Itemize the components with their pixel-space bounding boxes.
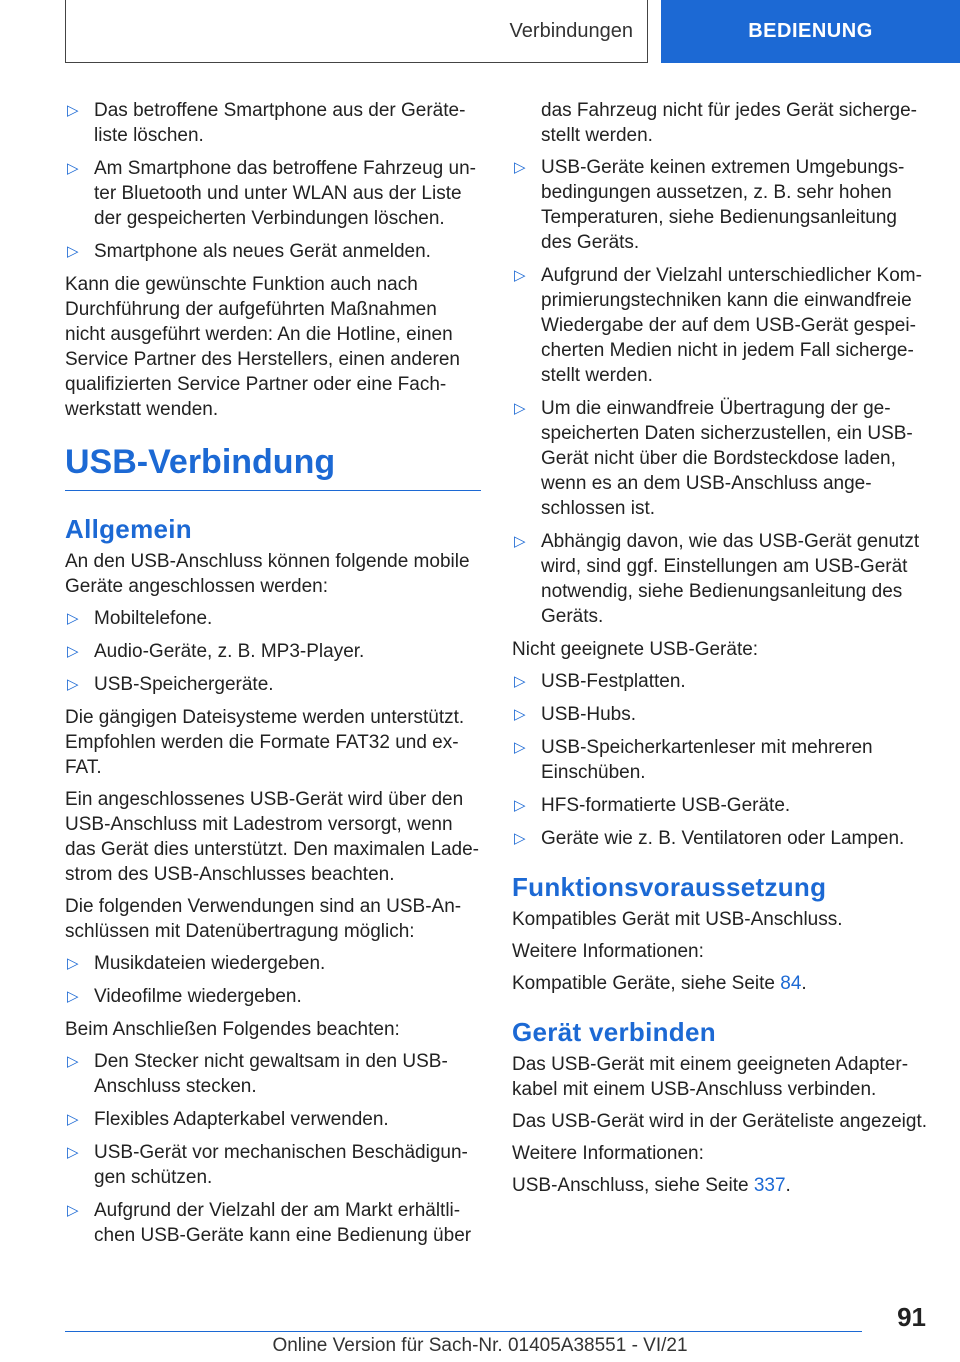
paragraph-continued: das Fahrzeug nicht für jedes Gerät sicherge-stellt werden. [541, 100, 917, 146]
list-item: ▷ Smartphone als neues Gerät anmelden. [67, 241, 431, 262]
list-item: ▷ Um die einwandfreie Übertragung der ge-speicherten Daten sicherzustellen, ein USB-Gerät nicht über die Bordsteckdose laden, wenn es an dem USB-Anschluss ange-schlossen ist. [514, 398, 913, 519]
list-item: ▷ Flexibles Adapterkabel verwenden. [67, 1109, 389, 1130]
header-tab-label: Verbindungen [509, 19, 633, 42]
triangle-right-icon: ▷ [67, 102, 79, 119]
section-title-usb: USB-Verbindung [65, 442, 481, 491]
list-item: ▷ USB-Gerät vor mechanischen Beschädigun-gen schützen. [67, 1142, 468, 1188]
paragraph-unsuitable: Nicht geeignete USB-Geräte: [512, 639, 759, 660]
triangle-right-icon: ▷ [67, 676, 79, 693]
list-item: ▷ Mobiltelefone. [67, 608, 213, 629]
list-item: ▷ USB-Festplatten. [514, 671, 686, 692]
header-tab [65, 0, 648, 63]
page-link-337[interactable]: 337 [753, 1175, 786, 1196]
list-item: ▷ Das betroffene Smartphone aus der Geräte-liste löschen. [67, 100, 466, 146]
triangle-right-icon: ▷ [514, 706, 526, 723]
page-link-84[interactable]: 84 [780, 973, 802, 994]
list-item: ▷ Aufgrund der Vielzahl unterschiedlicher Kom-primierungstechniken kann die einwandfreie Wiedergabe der auf dem USB-Gerät gespei-cherten Medien nicht in jedem Fall sicherge-stellt werden. [514, 265, 922, 386]
list-item: ▷ USB-Hubs. [514, 704, 637, 725]
list-item: ▷ Geräte wie z. B. Ventilatoren oder Lampen. [514, 828, 905, 849]
paragraph-more-info: Weitere Informationen: [512, 1143, 704, 1164]
triangle-right-icon: ▷ [514, 267, 526, 284]
triangle-right-icon: ▷ [514, 797, 526, 814]
triangle-right-icon: ▷ [67, 643, 79, 660]
triangle-right-icon: ▷ [514, 739, 526, 756]
list-item: ▷ USB-Speichergeräte. [67, 674, 274, 695]
list-item: ▷ Audio-Geräte, z. B. MP3-Player. [67, 641, 365, 662]
footer-text: Online Version für Sach-Nr. 01405A38551 - VI/21 [272, 1335, 688, 1356]
right-column [512, 98, 932, 1205]
triangle-right-icon: ▷ [67, 1053, 79, 1070]
subsection-title-allgemein: Allgemein [65, 514, 192, 544]
header-section-badge [661, 0, 960, 63]
triangle-right-icon: ▷ [67, 1111, 79, 1128]
header-section-label: BEDIENUNG [748, 20, 873, 42]
reference-compatible-devices: Kompatible Geräte, siehe Seite 84. [512, 973, 807, 994]
page-number: 91 [897, 1302, 926, 1332]
triangle-right-icon: ▷ [67, 243, 79, 260]
paragraph-hotline: Kann die gewünschte Funktion auch nach Durchführung der aufgeführten Maßnahmen nicht ausgeführt werden: An die Hotline, einen Service Partner des Herstellers, einen anderen qualifizierten Service Partner oder eine Fach-werkstatt wenden. [65, 274, 460, 420]
paragraph-power: Ein angeschlossenes USB-Gerät wird über den USB-Anschluss mit Ladestrom versorgt, wenn das Gerät dies unterstützt. Den maximalen Lade-strom des USB-Anschlusses beachten. [65, 789, 479, 885]
paragraph-connect: Das USB-Gerät mit einem geeigneten Adapter-kabel mit einem USB-Anschluss verbinden. [512, 1054, 909, 1100]
triangle-right-icon: ▷ [514, 673, 526, 690]
subsection-title-connect: Gerät verbinden [512, 1017, 716, 1047]
paragraph-notes: Beim Anschließen Folgendes beachten: [65, 1019, 400, 1040]
list-item: ▷ USB-Speicherkartenleser mit mehreren Einschüben. [514, 737, 873, 783]
triangle-right-icon: ▷ [514, 533, 526, 550]
triangle-right-icon: ▷ [67, 160, 79, 177]
triangle-right-icon: ▷ [67, 1144, 79, 1161]
reference-usb-port: USB-Anschluss, siehe Seite 337. [512, 1175, 791, 1196]
left-column [65, 98, 481, 1256]
triangle-right-icon: ▷ [514, 830, 526, 847]
paragraph-compatible: Kompatibles Gerät mit USB-Anschluss. [512, 909, 843, 930]
paragraph-device-list: Das USB-Gerät wird in der Geräteliste angezeigt. [512, 1111, 928, 1132]
paragraph-more-info: Weitere Informationen: [512, 941, 704, 962]
triangle-right-icon: ▷ [67, 988, 79, 1005]
list-item: ▷ Videofilme wiedergeben. [67, 986, 302, 1007]
list-item: ▷ Musikdateien wiedergeben. [67, 953, 326, 974]
footer-divider [65, 1331, 862, 1332]
list-item: ▷ Am Smartphone das betroffene Fahrzeug un-ter Bluetooth und unter WLAN aus der Liste der gespeicherten Verbindungen löschen. [67, 158, 476, 229]
list-item: ▷ USB-Geräte keinen extremen Umgebungs-bedingungen aussetzen, z. B. sehr hohen Temperaturen, siehe Bedienungsanleitung des Geräts. [514, 157, 905, 253]
subsection-title-requirements: Funktionsvoraussetzung [512, 872, 827, 902]
list-item: ▷ HFS-formatierte USB-Geräte. [514, 795, 791, 816]
triangle-right-icon: ▷ [514, 159, 526, 176]
paragraph-intro: An den USB-Anschluss können folgende mobile Geräte angeschlossen werden: [65, 551, 470, 597]
paragraph-filesystems: Die gängigen Dateisysteme werden unterstützt. Empfohlen werden die Formate FAT32 und ex-FAT. [65, 707, 465, 778]
triangle-right-icon: ▷ [67, 955, 79, 972]
list-item: ▷ Abhängig davon, wie das USB-Gerät genutzt wird, sind ggf. Einstellungen am USB-Gerät notwendig, siehe Bedienungsanleitung des Geräts. [514, 531, 920, 627]
triangle-right-icon: ▷ [514, 400, 526, 417]
triangle-right-icon: ▷ [67, 1202, 79, 1219]
list-item: ▷ Den Stecker nicht gewaltsam in den USB-Anschluss stecken. [67, 1051, 448, 1097]
list-item: ▷ Aufgrund der Vielzahl der am Markt erhältli-chen USB-Geräte kann eine Bedienung über [67, 1200, 472, 1246]
triangle-right-icon: ▷ [67, 610, 79, 627]
paragraph-uses: Die folgenden Verwendungen sind an USB-An-schlüssen mit Datenübertragung möglich: [65, 896, 462, 942]
